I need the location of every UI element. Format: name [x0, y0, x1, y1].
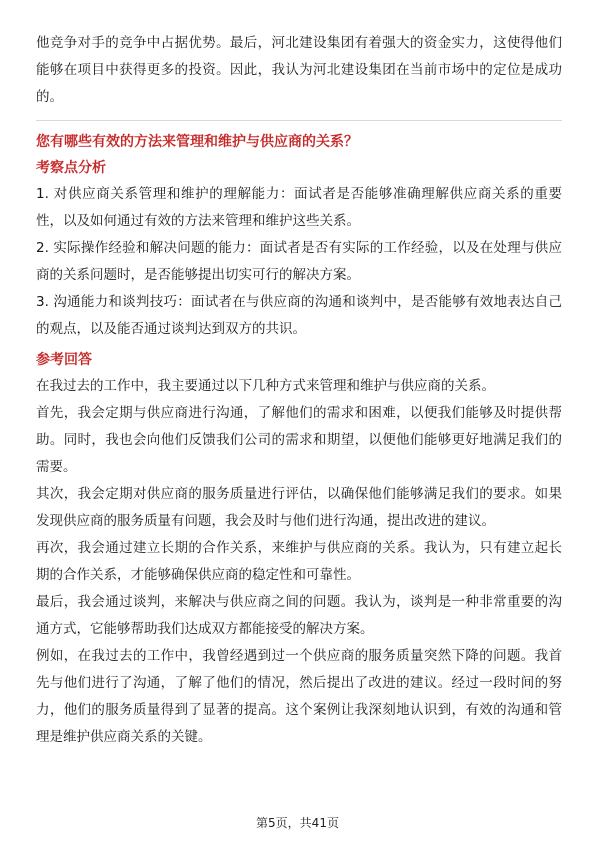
analysis-item: 2. 实际操作经验和解决问题的能力：面试者是否有实际的工作经验，以及在处理与供应商的关系问题时，是否能够提出切实可行的解决方案。 [36, 240, 562, 283]
answer-paragraph: 再次，我会通过建立长期的合作关系，来维护与供应商的关系。我认为，只有建立起长期的合作关系，才能够确保供应商的稳定性和可靠性。 [36, 540, 562, 583]
analysis-item: 1. 对供应商关系管理和维护的理解能力：面试者是否能够准确理解供应商关系的重要性，以及如何通过有效的方法来管理和维护这些关系。 [36, 186, 562, 229]
question-heading: 您有哪些有效的方法来管理和维护与供应商的关系？ [36, 134, 358, 150]
answer-paragraph: 首先，我会定期与供应商进行沟通，了解他们的需求和困难，以便我们能够及时提供帮助。同时，我也会向他们反馈我们公司的需求和期望，以便他们能够更好地满足我们的需要。 [36, 405, 562, 475]
page-number-footer: 第5页，共41页 [256, 816, 339, 830]
answer-paragraph: 例如，在我过去的工作中，我曾经遇到过一个供应商的服务质量突然下降的问题。我首先与他们进行了沟通，了解了他们的情况，然后提出了改进的建议。经过一段时间的努力，他们的服务质量得到了显著的提高。这个案例让我深刻地认识到，有效的沟通和管理是维护供应商关系的关键。 [36, 648, 562, 745]
answer-paragraph: 其次，我会定期对供应商的服务质量进行评估，以确保他们能够满足我们的要求。如果发现供应商的服务质量有问题，我会及时与他们进行沟通，提出改进的建议。 [36, 486, 562, 529]
analysis-heading: 考察点分析 [36, 160, 106, 176]
analysis-list [36, 181, 562, 343]
answer-body [36, 373, 562, 751]
section-divider [36, 120, 562, 121]
document-page [36, 30, 562, 751]
answer-heading: 参考回答 [36, 352, 92, 368]
analysis-item: 3. 沟通能力和谈判技巧：面试者在与供应商的沟通和谈判中，是否能够有效地表达自己的观点，以及能否通过谈判达到双方的共识。 [36, 294, 562, 337]
intro-paragraph: 他竞争对手的竞争中占据优势。最后，河北建设集团有着强大的资金实力，这使得他们能够在项目中获得更多的投资。因此，我认为河北建设集团在当前市场中的定位是成功的。 [36, 35, 562, 105]
answer-paragraph: 在我过去的工作中，我主要通过以下几种方式来管理和维护与供应商的关系。 [36, 378, 495, 394]
answer-paragraph: 最后，我会通过谈判，来解决与供应商之间的问题。我认为，谈判是一种非常重要的沟通方式，它能够帮助我们达成双方都能接受的解决方案。 [36, 594, 562, 637]
